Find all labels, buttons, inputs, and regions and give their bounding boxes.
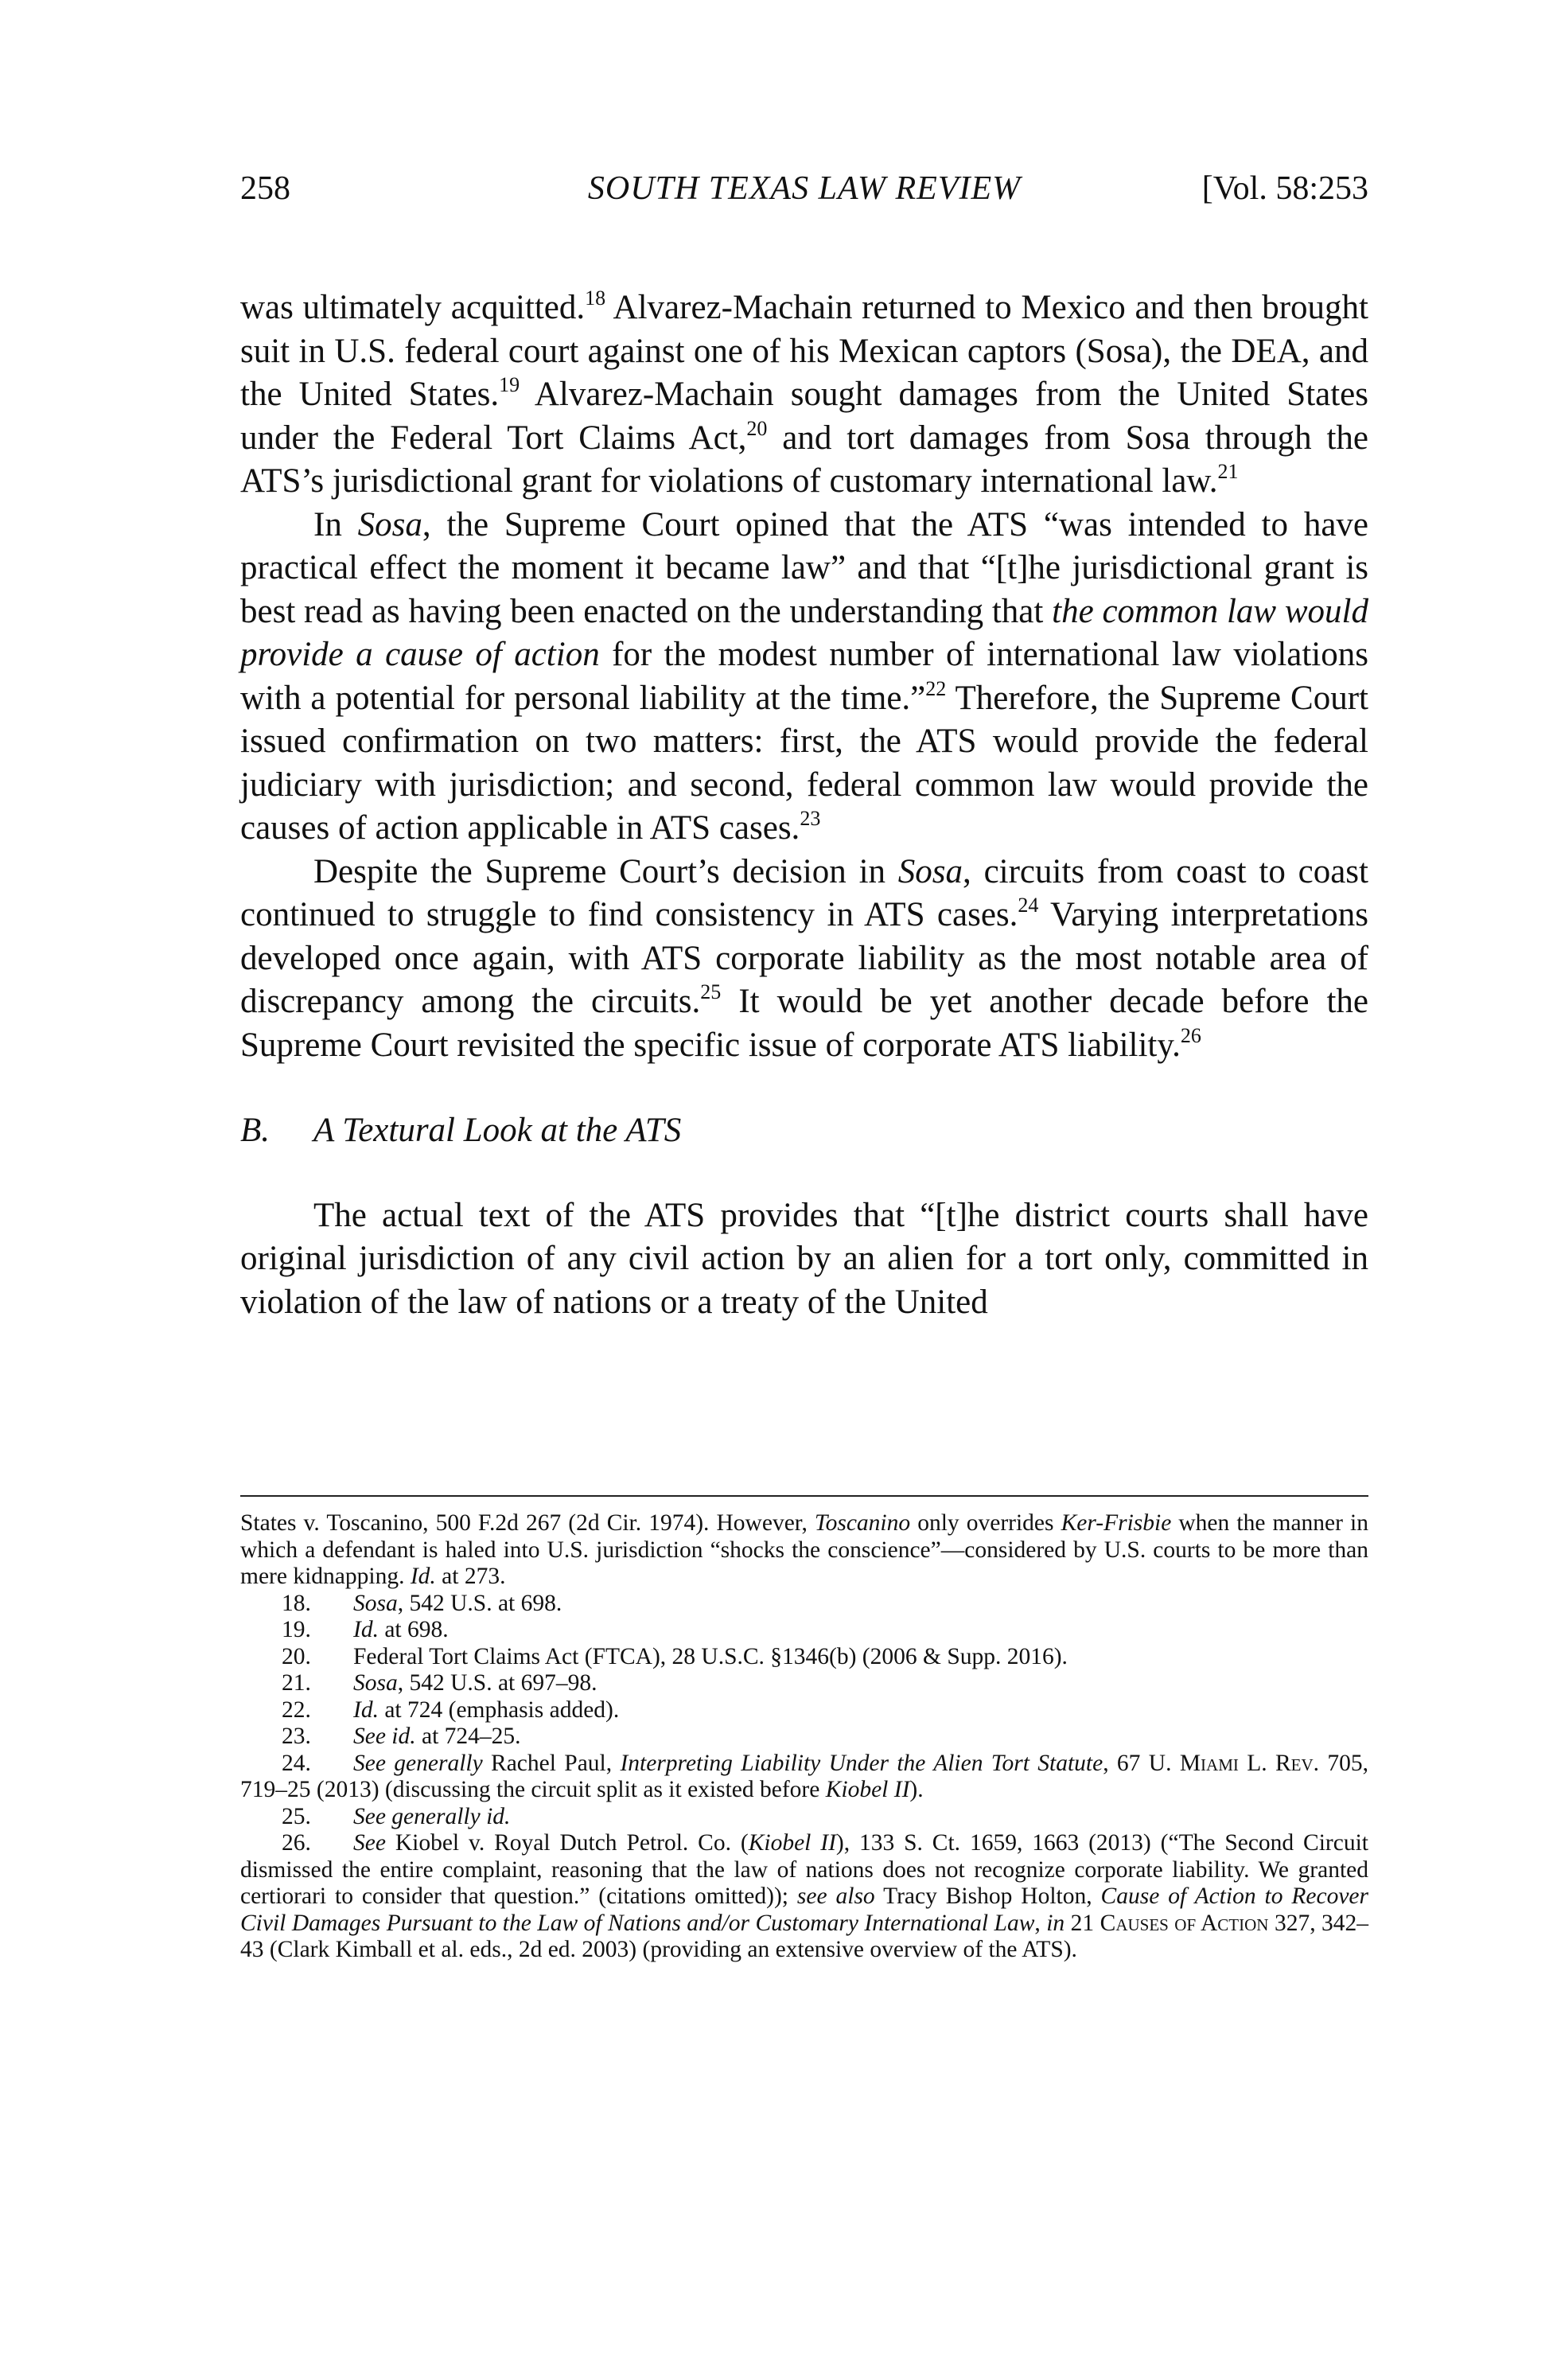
text-run: when the manner in which a defendant is haled into U.S. jurisdiction “shocks the conscience”—considered by U.S. courts to be more than mere kidnapping. <box>240 1510 1368 1589</box>
footnote-number: 19. <box>282 1617 311 1642</box>
text-run: L. <box>1238 1750 1275 1776</box>
case-name: Toscanino <box>814 1510 911 1536</box>
text-run: Despite the Supreme Court’s decision in <box>313 852 898 890</box>
paragraph-3 <box>240 851 1368 1068</box>
running-header <box>240 165 1368 212</box>
footnote-number: 22. <box>282 1696 311 1723</box>
footnote-number: 20. <box>282 1643 311 1669</box>
case-name: Sosa <box>897 852 963 890</box>
footnote-18 <box>240 1591 1368 1618</box>
case-name: Sosa <box>353 1590 398 1616</box>
journal-name: Miami <box>1179 1750 1239 1776</box>
volume-citation: [Vol. 58:253 <box>1201 170 1368 207</box>
text-run: It would be yet another decade before the Supreme Court revisited the specific issue of corporate ATS liability. <box>240 983 1368 1064</box>
text-run: Rachel Paul, <box>482 1750 621 1776</box>
journal-name: Rev. <box>1275 1750 1320 1776</box>
footnote-ref-19[interactable]: 19 <box>499 373 520 396</box>
section-title: A Textural Look at the ATS <box>313 1112 682 1149</box>
case-name: Kiobel II <box>825 1777 910 1802</box>
text-run: , 542 U.S. at 697–98. <box>397 1670 597 1696</box>
footnote-number: 24. <box>282 1750 311 1776</box>
text-run: , the Supreme Court opined that the ATS “was intended to have practical effect the moment it became law” and that “[t]he jurisdictional grant is best read as having been enacted on the understanding that <box>240 505 1369 630</box>
text-run: , 67 U. <box>1103 1750 1180 1776</box>
footnote-ref-18[interactable]: 18 <box>585 286 606 310</box>
text-run: only overrides <box>910 1510 1061 1536</box>
footnotes <box>240 1510 1368 1964</box>
text-run: Federal Tort Claims Act (FTCA), 28 U.S.C. §1346(b) (2006 & Supp. 2016). <box>353 1643 1068 1669</box>
main-text <box>240 286 1368 1324</box>
case-name: Sosa <box>357 505 422 543</box>
text-run: at 698. <box>378 1617 449 1642</box>
journal-title: SOUTH TEXAS LAW REVIEW <box>587 170 1022 207</box>
footnote-number: 18. <box>282 1590 311 1616</box>
footnote-number: 26. <box>282 1830 311 1856</box>
footnote-ref-22[interactable]: 22 <box>925 676 947 700</box>
text-run: was ultimately acquitted. <box>240 289 586 326</box>
text-run: for the modest number of international law violations with a potential for personal liability at the time.” <box>240 636 1368 717</box>
text-run: 21 <box>1065 1910 1100 1936</box>
footnote-divider <box>240 1495 1368 1497</box>
footnote-ref-26[interactable]: 26 <box>1180 1023 1201 1047</box>
case-name: Sosa <box>353 1670 398 1696</box>
citation-signal: Id. <box>410 1564 436 1589</box>
text-run: Kiobel v. Royal Dutch Petrol. Co. ( <box>385 1830 749 1856</box>
text-run: Therefore, the Supreme Court issued confirmation on two matters: first, the ATS would provide the federal judiciary with jurisdiction; and second, federal common law would provide the causes of action applicable in ATS cases. <box>240 679 1368 847</box>
text-run: at 724–25. <box>415 1724 521 1749</box>
book-title: Causes of Action <box>1100 1910 1269 1936</box>
footnote-26 <box>240 1830 1368 1964</box>
footnote-ref-21[interactable]: 21 <box>1217 460 1239 483</box>
section-letter: B. <box>240 1112 271 1149</box>
footnote-number: 23. <box>282 1724 311 1749</box>
text-run: Varying interpretations developed once again, with ATS corporate liability as the most notable area of discrepancy among the circuits. <box>240 896 1368 1020</box>
footnote-number: 21. <box>282 1670 311 1696</box>
paragraph-2 <box>240 504 1368 851</box>
footnote-22 <box>240 1697 1368 1724</box>
article-title: Cause of Action to Recover Civil Damages Pursuant to the Law of Nations and/or Customary International Law <box>240 1883 1369 1936</box>
case-name: Kiobel II <box>748 1830 836 1856</box>
text-run: at 273. <box>435 1564 506 1589</box>
text-run: at 724 (emphasis added). <box>378 1696 620 1723</box>
paragraph-4: The actual text of the ATS provides that “[t]he district courts shall have original jurisdiction of any civil action by an alien for a tort only, committed in violation of the law of nations or a treaty of the United <box>240 1196 1368 1321</box>
footnote-25 <box>240 1804 1368 1831</box>
case-name: Ker-Frisbie <box>1061 1510 1172 1536</box>
text-run: Alvarez-Machain sought damages from the United States under the Federal Tort Claims Act, <box>240 376 1368 457</box>
text-run: 705, 719–25 (2013) (discussing the circuit split as it existed before <box>240 1750 1368 1802</box>
footnote-ref-25[interactable]: 25 <box>700 980 722 1003</box>
text-run: ). <box>909 1777 924 1802</box>
footnote-20 <box>240 1644 1368 1671</box>
footnote-19 <box>240 1617 1368 1644</box>
footnote-24 <box>240 1751 1368 1804</box>
text-run: Tracy Bishop Holton, <box>874 1883 1101 1909</box>
footnote-21 <box>240 1670 1368 1697</box>
footnote-continuation <box>240 1510 1368 1591</box>
citation-signal: See generally id. <box>353 1803 511 1829</box>
footnote-23 <box>240 1724 1368 1751</box>
citation-signal: See generally <box>353 1750 483 1776</box>
citation-signal: in <box>1046 1910 1065 1936</box>
article-title: Interpreting Liability Under the Alien Tort Statute <box>620 1750 1103 1776</box>
citation-signal: see also <box>796 1883 875 1909</box>
text-run: In <box>313 505 358 543</box>
text-run: 327, 342–43 (Clark Kimball et al. eds., 2d ed. 2003) (providing an extensive overview of the ATS). <box>240 1910 1369 1962</box>
text-run: , circuits from coast to coast continued to struggle to find consistency in ATS cases. <box>240 852 1368 933</box>
paragraph-1 <box>240 286 1368 504</box>
footnote-number: 25. <box>282 1803 311 1829</box>
text-run: ), 133 S. Ct. 1659, 1663 (2013) (“The Second Circuit dismissed the entire complaint, reasoning that the law of nations does not recognize corporate liability. We granted certiorari to consider that question.” (citations omitted)); <box>240 1830 1368 1909</box>
footnote-ref-23[interactable]: 23 <box>800 807 821 830</box>
citation-signal: See <box>353 1830 386 1856</box>
citation-signal: Id. <box>353 1617 379 1642</box>
text-run: Alvarez-Machain returned to Mexico and then brought suit in U.S. federal court against one of his Mexican captors (Sosa), the DEA, and the United States. <box>240 289 1368 413</box>
text-run: , 542 U.S. at 698. <box>397 1590 562 1616</box>
text-run: , <box>1034 1910 1047 1936</box>
page-number: 258 <box>240 170 290 207</box>
footnote-ref-24[interactable]: 24 <box>1018 894 1039 917</box>
emphasis-text: the common law would provide a cause of action <box>240 592 1368 673</box>
footnote-ref-20[interactable]: 20 <box>746 416 768 440</box>
section-heading <box>240 1109 1368 1153</box>
citation-signal: Id. <box>353 1696 379 1723</box>
text-run: and tort damages from Sosa through the ATS’s jurisdictional grant for violations of customary international law. <box>240 419 1368 500</box>
citation-signal: See id. <box>353 1724 416 1749</box>
text-run: States v. Toscanino, 500 F.2d 267 (2d Cir. 1974). However, <box>240 1510 815 1536</box>
